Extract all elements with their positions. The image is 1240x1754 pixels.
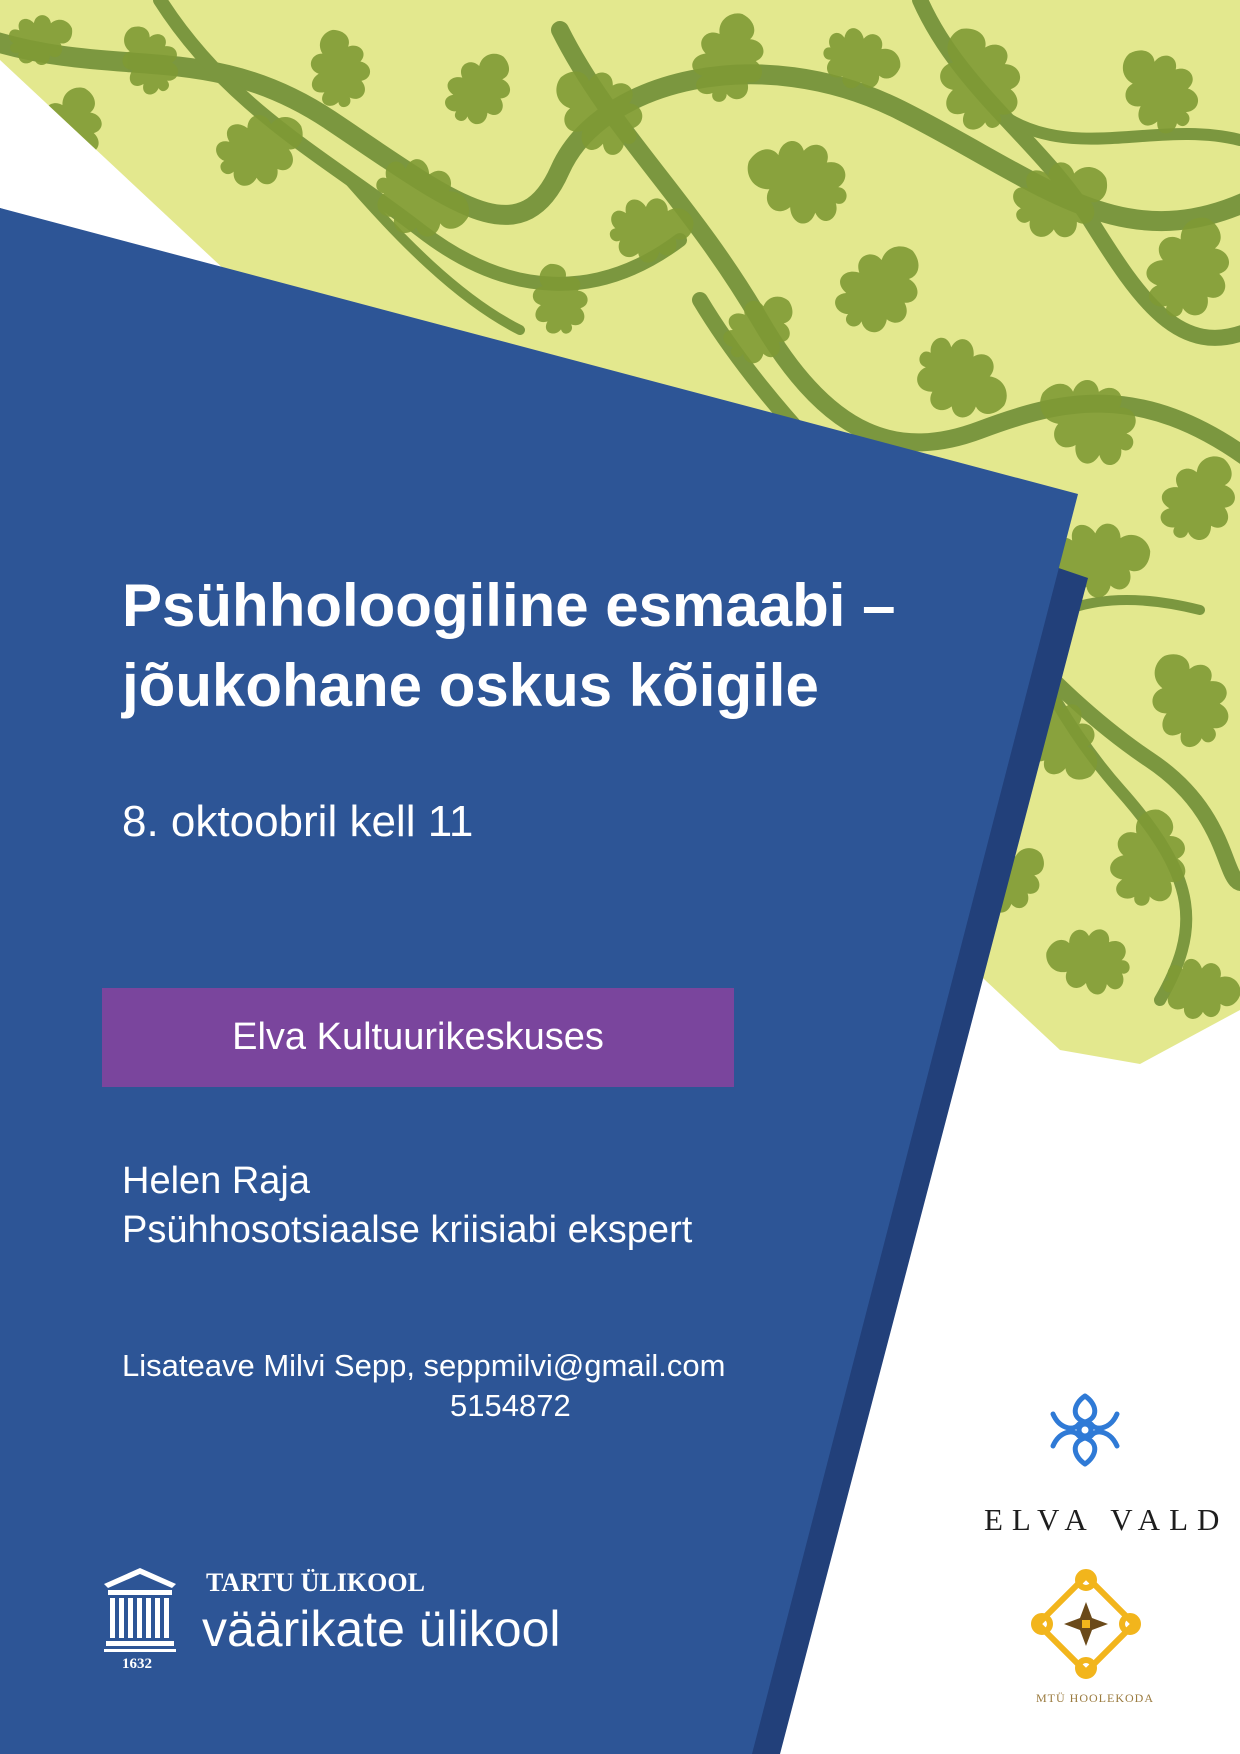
speaker-role: Psühhosotsiaalse kriisiabi ekspert [122, 1209, 693, 1251]
university-tagline: väärikate ülikool [202, 1601, 561, 1657]
title-line-2: jõukohane oskus kõigile [122, 652, 819, 719]
hoolekoda-emblem-icon [1030, 1568, 1142, 1680]
ngo-name: MTÜ HOOLEKODA [1036, 1691, 1154, 1705]
contact-info: Lisateave Milvi Sepp, seppmilvi@gmail.com [122, 1348, 726, 1383]
title-line-1: Psühholoogiline esmaabi – [122, 572, 896, 639]
university-name: TARTU ÜLIKOOL [206, 1568, 425, 1597]
speaker-name: Helen Raja [122, 1160, 310, 1202]
elva-emblem-icon [1045, 1390, 1125, 1470]
venue-label: Elva Kultuurikeskuses [232, 1016, 604, 1058]
venue-banner [102, 988, 734, 1087]
event-date: 8. oktoobril kell 11 [122, 797, 474, 846]
municipality-name: ELVA VALD [984, 1502, 1229, 1537]
university-year: 1632 [122, 1656, 152, 1672]
contact-phone: 5154872 [450, 1388, 571, 1423]
